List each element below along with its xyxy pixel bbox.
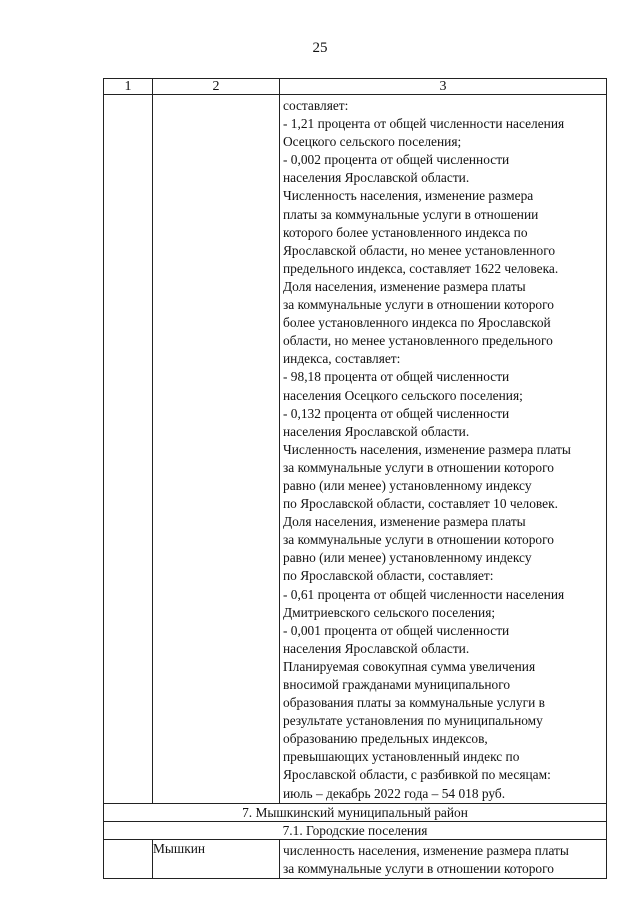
subsection-title: 7.1. Городские поселения: [104, 821, 607, 839]
text-line: более установленного индекса по Ярославской: [283, 315, 551, 331]
text-line: Численность населения, изменение размера: [283, 188, 534, 204]
text-line: численность населения, изменение размера платы: [283, 842, 569, 858]
municipality-col-1: [104, 839, 153, 878]
header-col-3: 3: [280, 79, 607, 95]
text-line: образования платы за коммунальные услуги в: [283, 695, 545, 711]
section-row: [104, 803, 607, 821]
text-line: области, но менее установленного предельного: [283, 333, 553, 349]
text-line: за коммунальные услуги в отношении которого: [283, 860, 554, 876]
text-line: - 0,002 процента от общей численности: [283, 152, 510, 168]
text-line: - 1,21 процента от общей численности населения: [283, 116, 565, 132]
text-line: которого более установленного индекса по: [283, 224, 528, 240]
text-line: результате установления по муниципальному: [283, 713, 543, 729]
subsection-row: [104, 821, 607, 839]
text-line: равно (или менее) установленному индексу: [283, 477, 532, 493]
text-line: - 0,132 процента от общей численности: [283, 405, 510, 421]
text-line: составляет:: [283, 98, 349, 113]
text-line: по Ярославской области, составляет:: [283, 568, 494, 584]
text-line: - 98,18 процента от общей численности: [283, 369, 510, 385]
text-line: предельного индекса, составляет 1622 человека.: [283, 260, 559, 276]
header-col-1: 1: [104, 79, 153, 95]
text-line: индекса, составляет:: [283, 351, 401, 367]
text-line: по Ярославской области, составляет 10 человек.: [283, 496, 558, 512]
text-line: Осецкого сельского поселения;: [283, 134, 462, 150]
text-line: населения Ярославской области.: [283, 640, 470, 656]
text-line: населения Ярославской области.: [283, 423, 470, 439]
continuation-text: [280, 95, 606, 803]
text-line: Ярославской области, но менее установленного: [283, 242, 556, 258]
continuation-row: [104, 95, 607, 804]
text-line: июль – декабрь 2022 года – 54 018 руб.: [283, 785, 506, 801]
municipality-name: Мышкин: [153, 839, 280, 878]
text-line: Дмитриевского сельского поселения;: [283, 604, 496, 620]
municipality-text-cell: [280, 839, 607, 878]
continuation-text-cell: [280, 95, 607, 804]
municipality-text: [280, 840, 606, 878]
text-line: Численность населения, изменение размера платы: [283, 441, 571, 457]
table-header-row: [104, 79, 607, 95]
text-line: Доля населения, изменение размера платы: [283, 514, 526, 530]
text-line: Ярославской области, с разбивкой по месяцам:: [283, 767, 551, 783]
header-col-2: 2: [153, 79, 280, 95]
continuation-col-1: [104, 95, 153, 804]
text-line: - 0,001 процента от общей численности: [283, 622, 510, 638]
text-line: Доля населения, изменение размера платы: [283, 278, 526, 294]
section-title: 7. Мышкинский муниципальный район: [104, 803, 607, 821]
text-line: платы за коммунальные услуги в отношении: [283, 206, 539, 222]
document-table: [103, 78, 607, 879]
page-number: 25: [312, 40, 328, 56]
continuation-col-2: [153, 95, 280, 804]
text-line: населения Осецкого сельского поселения;: [283, 387, 523, 403]
text-line: за коммунальные услуги в отношении которого: [283, 297, 554, 313]
text-line: превышающих установленный индекс по: [283, 749, 520, 765]
text-line: - 0,61 процента от общей численности населения: [283, 586, 565, 602]
municipality-row: [104, 839, 607, 878]
text-line: равно (или менее) установленному индексу: [283, 550, 532, 566]
text-line: образованию предельных индексов,: [283, 731, 488, 747]
text-line: населения Ярославской области.: [283, 170, 470, 186]
text-line: за коммунальные услуги в отношении которого: [283, 459, 554, 475]
text-line: вносимой гражданами муниципального: [283, 677, 511, 692]
text-line: за коммунальные услуги в отношении которого: [283, 532, 554, 548]
text-line: Планируемая совокупная сумма увеличения: [283, 658, 536, 674]
